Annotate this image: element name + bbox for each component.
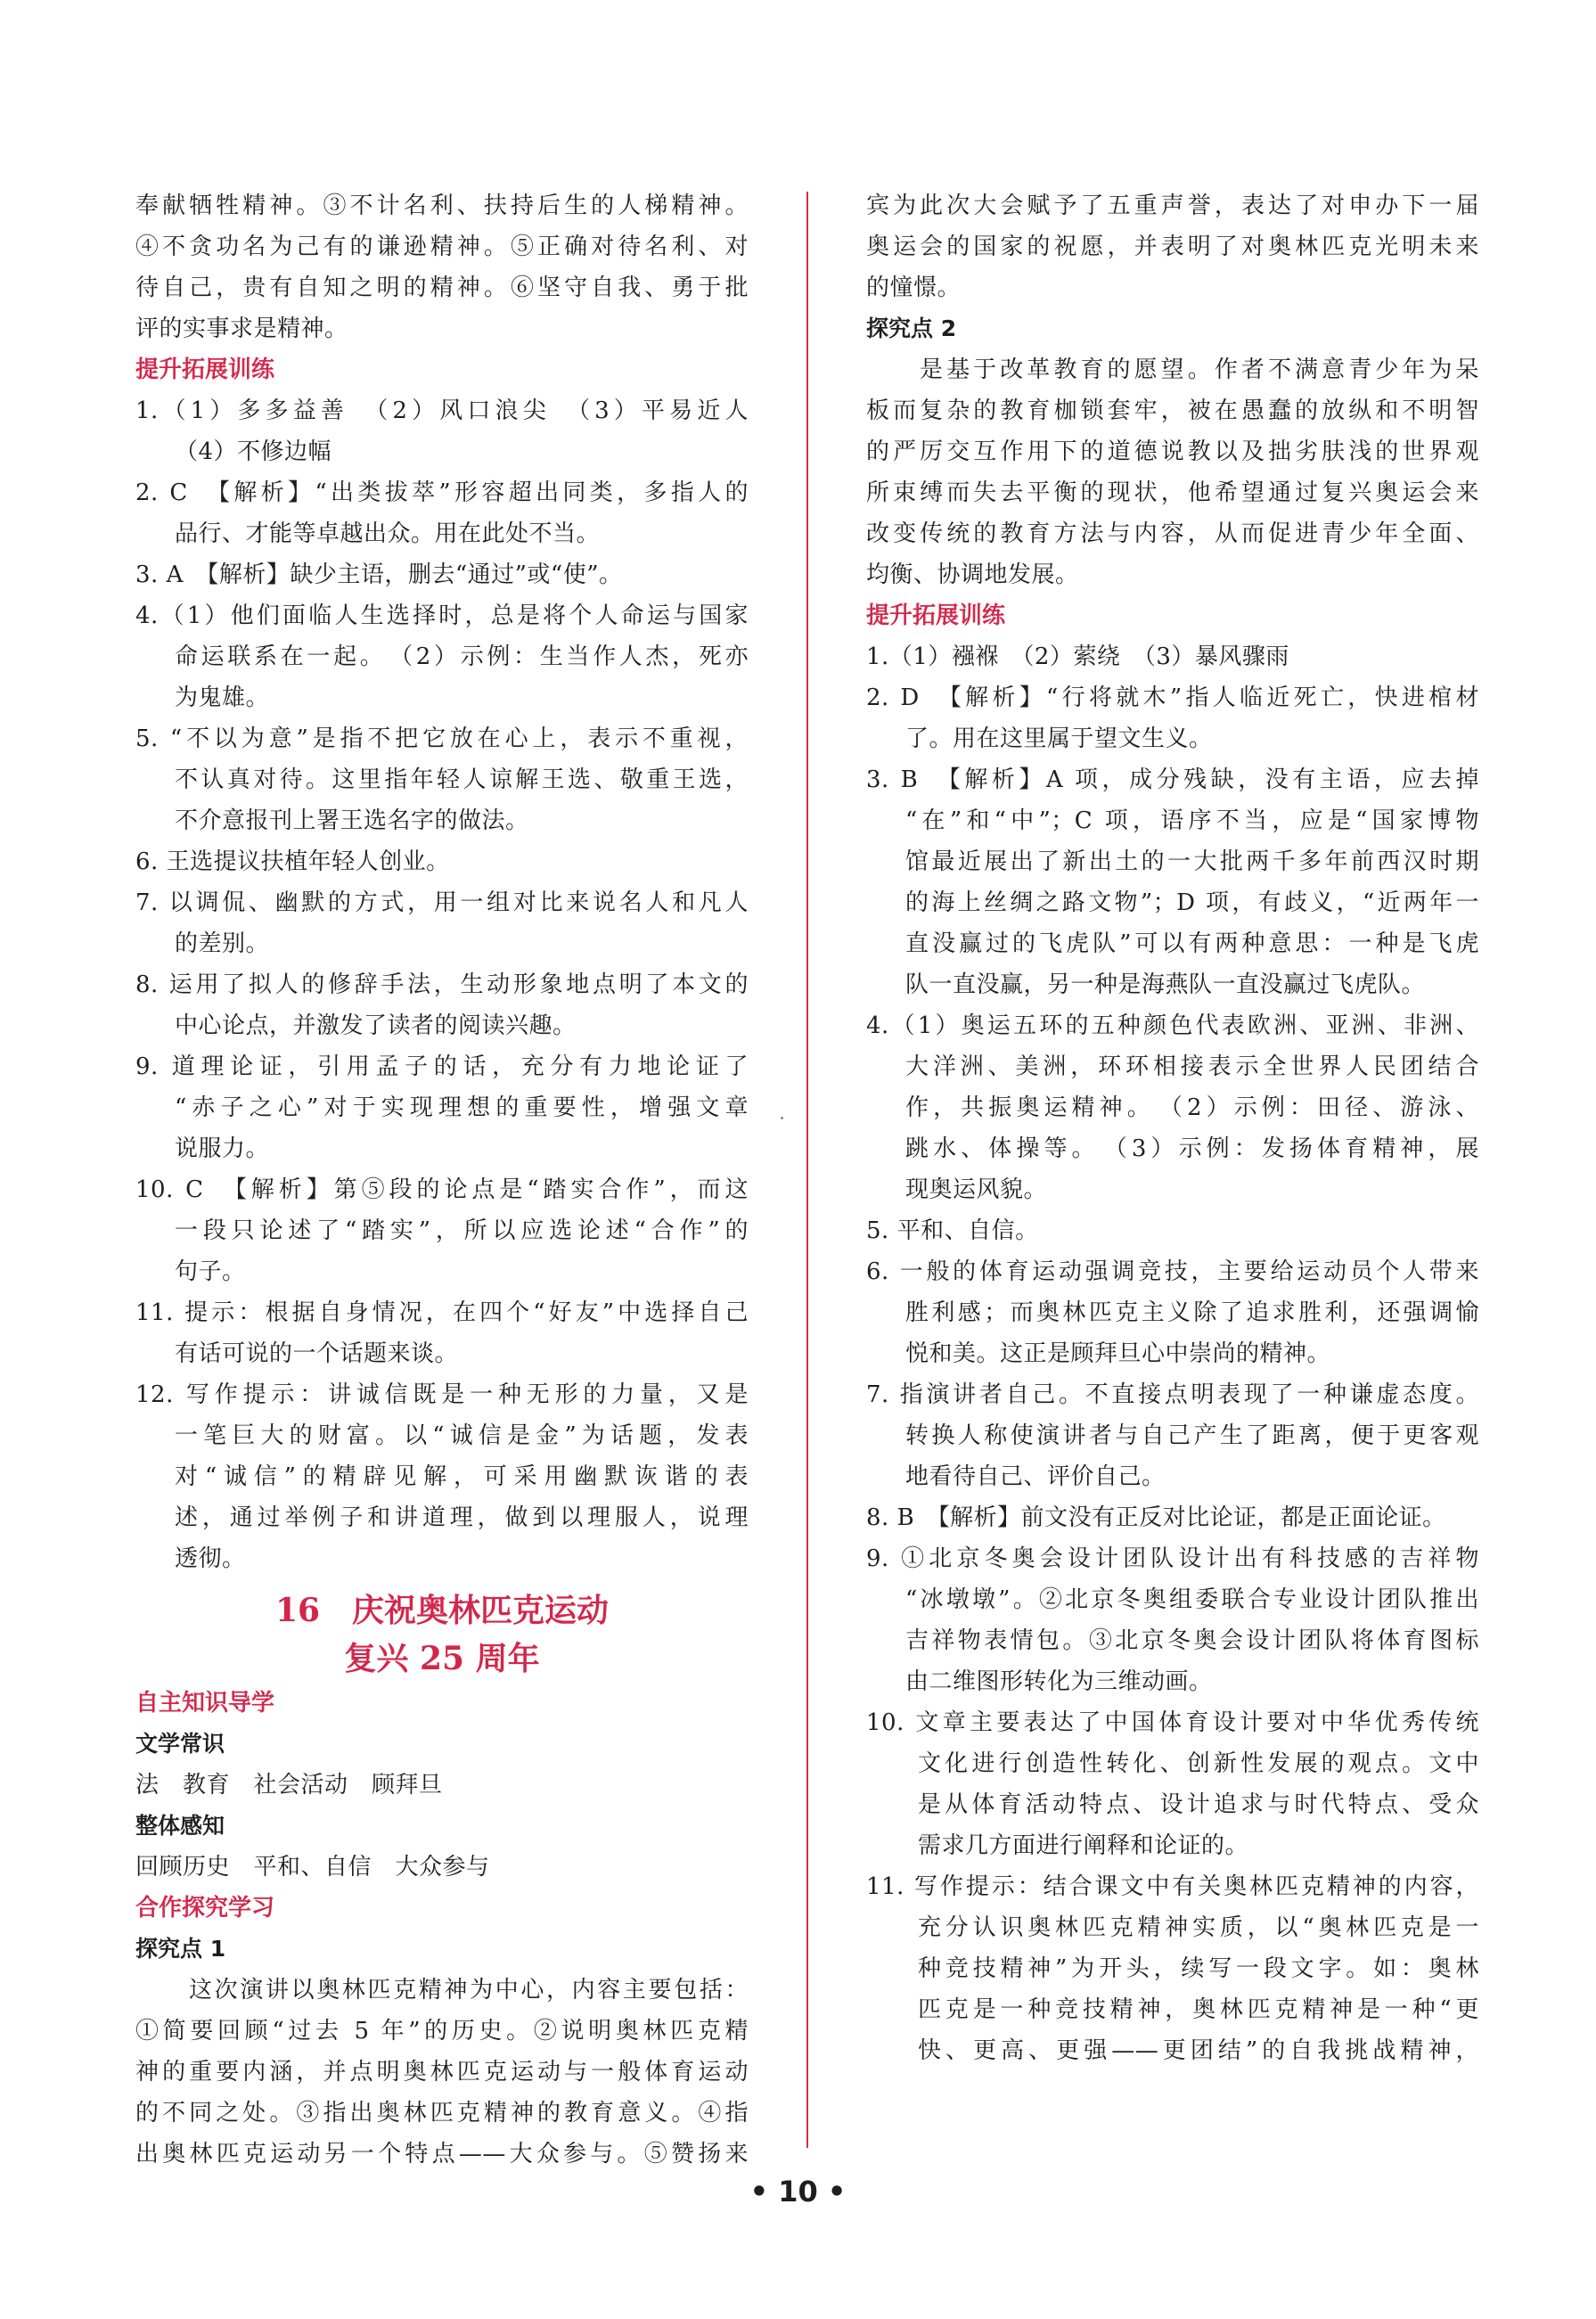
text-line: 这次演讲以奥林匹克精神为中心，内容主要包括： [189, 1977, 749, 2004]
answer-line: 说服力。 [175, 1135, 270, 1162]
answer-line: 中心论点，并激发了读者的阅读兴趣。 [175, 1012, 577, 1039]
answer-line: 品行、才能等卓越出众。用在此处不当。 [175, 520, 601, 547]
answer-line: 作，共振奥运精神。 （2）示例：田径、游泳、 [905, 1094, 1479, 1121]
answer-line: 现奥运风貌。 [905, 1176, 1048, 1203]
answer-line: 是从体育活动特点、设计追求与时代特点、受众 [918, 1791, 1479, 1818]
answer-line: 由二维图形转化为三维动画。 [905, 1668, 1213, 1695]
section-title-hezuo: 合作探究学习 [135, 1895, 275, 1922]
answer-line: 直没赢过的飞虎队”可以有两种意思：一种是飞虎 [905, 930, 1479, 957]
text-line: 待自己，贵有自知之明的精神。⑥坚守自我、勇于批 [135, 275, 749, 301]
answer-line: 匹克是一种竞技精神，奥林匹克精神是一种“更 [918, 1996, 1479, 2023]
answer-line: 快、更高、更强——更团结”的自我挑战精神， [918, 2037, 1479, 2064]
answer-line: 需求几方面进行阐释和论证的。 [918, 1832, 1249, 1859]
answer-line: 4.（1）他们面临人生选择时，总是将个人命运与国家 [135, 602, 749, 629]
answer-line: 的差别。 [175, 930, 270, 957]
answer-line: 2. C 【解析】“出类拔萃”形容超出同类，多指人的 [135, 479, 749, 506]
answer-line: 10. C 【解析】第⑤段的论点是“踏实合作”，而这 [135, 1176, 749, 1203]
text-line: ④不贪功名为己有的谦逊精神。⑤正确对待名利、对 [135, 234, 749, 260]
text-line: 评的实事求是精神。 [135, 315, 348, 342]
answer-line: 吉祥物表情包。③北京冬奥会设计团队将体育图标 [905, 1627, 1479, 1654]
answer-line: 12. 写作提示：讲诚信既是一种无形的力量，又是 [135, 1381, 749, 1408]
answer-line: 文化进行创造性转化、创新性发展的观点。文中 [918, 1750, 1479, 1777]
text-line: 所束缚而失去平衡的现状，他希望通过复兴奥运会来 [866, 479, 1479, 506]
text-line: 板而复杂的教育枷锁套牢，被在愚蠢的放纵和不明智 [866, 397, 1479, 424]
answer-line: 胜利感；而奥林匹克主义除了追求胜利，还强调愉 [905, 1299, 1479, 1326]
answer-line: 命运联系在一起。 （2）示例：生当作人杰，死亦 [175, 643, 749, 670]
answer-line: 悦和美。这正是顾拜旦心中崇尚的精神。 [905, 1340, 1331, 1367]
answer-line: 7. 指演讲者自己。不直接点明表现了一种谦虚态度。 [866, 1381, 1479, 1408]
answer-line: 11. 提示：根据自身情况，在四个“好友”中选择自己 [135, 1299, 749, 1326]
chapter-title-line2: 复兴 25 周年 [344, 1640, 540, 1677]
answer-line: 充分认识奥林匹克精神实质，以“奥林匹克是一 [918, 1914, 1479, 1941]
text-line: 改变传统的教育方法与内容，从而促进青少年全面、 [866, 520, 1479, 547]
answer-line: “赤子之心”对于实现理想的重要性，增强文章 [175, 1094, 749, 1121]
answer-line: 队一直没赢，另一种是海燕队一直没赢过飞虎队。 [905, 971, 1426, 998]
answer-line: 种竞技精神”为开头，续写一段文字。如：奥林 [918, 1955, 1479, 1982]
answer-line: 大洋洲、美洲，环环相接表示全世界人民团结合 [905, 1053, 1479, 1080]
answer-line: 句子。 [175, 1258, 246, 1285]
answer-line: 8. B 【解析】前文没有正反对比论证，都是正面论证。 [866, 1504, 1446, 1531]
chapter-title-line1: 16 庆祝奥林匹克运动 [274, 1592, 610, 1629]
section-title-tisheng-right: 提升拓展训练 [866, 602, 1006, 629]
text-line: 均衡、协调地发展。 [866, 561, 1079, 588]
right-top-paragraph [866, 185, 1479, 308]
answer-line: 透彻。 [175, 1545, 246, 1572]
column-divider [806, 192, 808, 2148]
answer-line: （4）不修边幅 [175, 438, 332, 465]
answer-line: 一笔巨大的财富。以“诚信是金”为话题，发表 [175, 1422, 749, 1449]
subheading-zhengti: 整体感知 [135, 1813, 225, 1839]
right-answer-list [866, 636, 1479, 2071]
text-line: 宾为此次大会赋予了五重声誉，表达了对申办下一届 [866, 193, 1479, 219]
section-title-zizhu: 自主知识导学 [135, 1690, 275, 1717]
answer-line: 11. 写作提示：结合课文中有关奥林匹克精神的内容， [866, 1873, 1479, 1900]
text-line: 出奥林匹克运动另一个特点——大众参与。⑤赞扬来 [135, 2141, 749, 2167]
text-line: 神的重要内涵，并点明奥林匹克运动与一般体育运动 [135, 2059, 749, 2085]
subheading-tanjiu2: 探究点 2 [866, 315, 957, 341]
subheading-wenxue: 文学常识 [135, 1731, 225, 1757]
text-line: ①简要回顾“过去 5 年”的历史。②说明奥林匹克精 [135, 2018, 749, 2044]
tanjiu2-paragraph [866, 349, 1479, 595]
answer-line: 对“诚信”的精辟见解，可采用幽默诙谐的表 [175, 1463, 749, 1490]
answer-line: “冰墩墩”。②北京冬奥组委联合专业设计团队推出 [905, 1586, 1479, 1613]
answer-line: 9. ①北京冬奥会设计团队设计出有科技感的吉祥物 [866, 1545, 1479, 1572]
answer-line: 8. 运用了拟人的修辞手法，生动形象地点明了本文的 [135, 971, 749, 998]
answer-line: 地看待自己、评价自己。 [905, 1463, 1166, 1490]
text-line: 奥运会的国家的祝愿，并表明了对奥林匹克光明未来 [866, 234, 1479, 260]
answer-line: 3. B 【解析】A 项，成分残缺，没有主语，应去掉 [866, 766, 1479, 793]
answer-line: 一段只论述了“踏实”，所以应选论述“合作”的 [175, 1217, 749, 1244]
answer-line: 的海上丝绸之路文物”；D 项，有歧义，“近两年一 [905, 889, 1479, 916]
answer-line: 转换人称使演讲者与自己产生了距离，便于更客观 [905, 1422, 1479, 1449]
answer-line: 1.（1）襁褓 （2）萦绕 （3）暴风骤雨 [866, 643, 1289, 670]
answer-line: 有话可说的一个话题来谈。 [175, 1340, 459, 1367]
answer-line: 馆最近展出了新出土的一大批两千多年前西汉时期 [905, 848, 1479, 875]
answer-line: 3. A 【解析】缺少主语，删去“通过”或“使”。 [135, 561, 623, 588]
left-answer-list [135, 390, 749, 1579]
answer-line: 9. 道理论证，引用孟子的话，充分有力地论证了 [135, 1053, 749, 1080]
answer-line: 4.（1）奥运五环的五种颜色代表欧洲、亚洲、非洲、 [866, 1012, 1479, 1039]
answer-line: 述，通过举例子和讲道理，做到以理服人，说理 [175, 1504, 749, 1531]
answer-line: 为鬼雄。 [175, 684, 270, 711]
answer-line: 5. “不以为意”是指不把它放在心上，表示不重视， [135, 725, 749, 752]
answer-line: 6. 一般的体育运动强调竞技，主要给运动员个人带来 [866, 1258, 1479, 1285]
section-title-tisheng: 提升拓展训练 [135, 356, 275, 383]
page-number: • 10 • [749, 2175, 847, 2208]
right-column [866, 185, 1479, 2071]
text-line: 的憧憬。 [866, 275, 962, 301]
answer-line: 不认真对待。这里指年轻人谅解王选、敬重王选， [175, 766, 749, 793]
answer-line: “在”和“中”；C 项，语序不当，应是“国家博物 [905, 807, 1479, 834]
wenxue-answer: 法 教育 社会活动 顾拜旦 [135, 1772, 443, 1799]
answer-line: 1.（1）多多益善 （2）风口浪尖 （3）平易近人 [135, 397, 749, 424]
answer-line: 不介意报刊上署王选名字的做法。 [175, 807, 529, 834]
answer-line: 7. 以调侃、幽默的方式，用一组对比来说名人和凡人 [135, 889, 749, 916]
text-line: 的严厉交互作用下的道德说教以及拙劣肤浅的世界观 [866, 438, 1479, 465]
text-line: 的不同之处。③指出奥林匹克精神的教育意义。④指 [135, 2100, 749, 2126]
text-line: 是基于改革教育的愿望。作者不满意青少年为呆 [920, 356, 1479, 383]
text-line: 奉献牺牲精神。③不计名利、扶持后生的人梯精神。 [135, 193, 749, 219]
center-dot [781, 1117, 783, 1119]
answer-line: 10. 文章主要表达了中国体育设计要对中华优秀传统 [866, 1709, 1479, 1736]
answer-line: 6. 王选提议扶植年轻人创业。 [135, 848, 450, 875]
tanjiu1-paragraph [135, 1970, 749, 2175]
answer-line: 了。用在这里属于望文生义。 [905, 725, 1213, 752]
answer-line: 5. 平和、自信。 [866, 1217, 1039, 1244]
subheading-tanjiu1: 探究点 1 [135, 1936, 226, 1962]
zhengti-answer: 回顾历史 平和、自信 大众参与 [135, 1854, 490, 1881]
left-column [135, 185, 749, 2175]
left-top-paragraph [135, 185, 749, 349]
answer-line: 2. D 【解析】“行将就木”指人临近死亡，快进棺材 [866, 684, 1479, 711]
answer-line: 跳水、体操等。 （3）示例：发扬体育精神，展 [905, 1135, 1479, 1162]
